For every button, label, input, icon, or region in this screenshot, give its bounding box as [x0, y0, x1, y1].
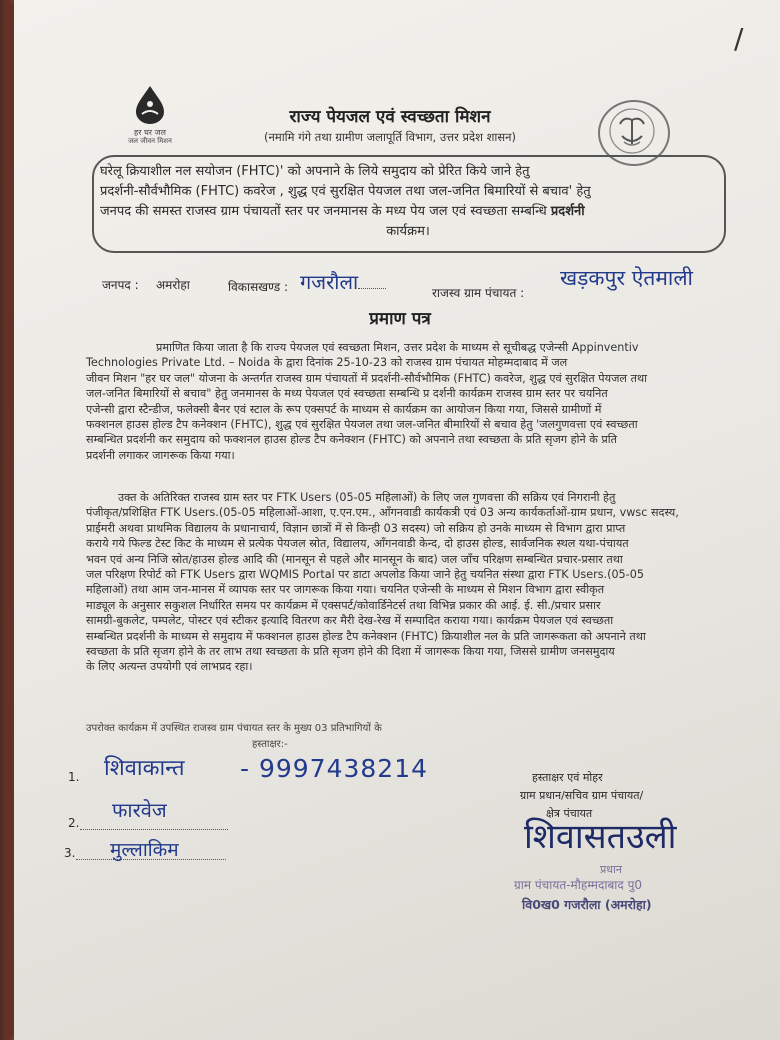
participant-3-number: 3. — [64, 846, 76, 860]
mission-subtitle: (नमामि गंगे तथा ग्रामीण जलापूर्ति विभाग, उत्तर प्रदेश शासन) — [263, 130, 517, 144]
para1-line: फक्शनल हाउस होल्ड टैप कनेक्शन (FHTC), शुद्ध एवं सुरक्षित पेयजल तथा जल-जनित बीमारियों से बचाव हेतु 'जलगुणवत्ता एवं स्वच्छता — [86, 418, 638, 432]
participants-note-line1: उपरोक्त कार्यक्रम में उपस्थित राजस्व ग्राम पंचायत स्तर के मुख्य 03 प्रतिभागियों के — [86, 723, 382, 734]
para1-line: सम्बन्धित प्रदर्शनी कर समुदाय को फक्शनल हाउस होल्ड टैप कनेक्शन (FHTC) को अपनाने तथा स्वच्छता के प्रति सृजग होने के प्रति — [86, 433, 618, 447]
para2-line: जल परिक्षण रिपोर्ट को FTK Users द्वारा WQMIS Portal पर डाटा अपलोड किया जाने हेतु चयनित संस्था द्वारा FTK Users.(05-05 — [86, 568, 644, 582]
block-value-text: गजरौला — [300, 270, 359, 294]
participant-1-phone: - 9997438214 — [240, 754, 429, 783]
district-label: जनपद : — [102, 278, 139, 292]
para2-line: भवन एवं अन्य निजि स्रोत/हाउस होल्ड आदि की (मानसून से पहले और मानसून के बाद) जल जाँच परिक्षण सम्बन्धित प्रचार-प्रसार तथा — [86, 552, 623, 566]
program-line-1: घरेलू क्रियाशील नल सयोजन (FHTC)' को अपनाने के लिये समुदाय को प्रेरित किये जाने हेतु — [100, 164, 530, 179]
authority-line2: ग्राम प्रधान/सचिव ग्राम पंचायत/ — [520, 789, 644, 802]
panchayat-value: खड़कपुर ऐतमाली — [560, 266, 693, 290]
pradhan-signature: शिवासतउली — [524, 817, 677, 857]
participant-2-line — [80, 829, 228, 830]
para2-line: पंजीकृत/प्रशिक्षित FTK Users.(05-05 महिलाओं-आशा, ए.एन.एम., आँगनवाडी कार्यकत्री एवं 03 अन्य कार्यकर्ताओं-ग्राम प्रधान, vwsc सदस्य, — [86, 506, 679, 520]
stamp-line3: वि0ख0 गजरौला (अमरोहा) — [522, 897, 652, 912]
authority-line1: हस्ताक्षर एवं मोहर — [532, 771, 603, 784]
certificate-paragraph-2 — [86, 490, 752, 675]
participant-3-signature: मुल्लाकिम — [110, 839, 179, 861]
program-description — [100, 162, 716, 242]
corner-mark: / — [734, 22, 744, 55]
mission-title: राज्य पेयजल एवं स्वच्छता मिशन — [289, 107, 491, 127]
para1-line: Technologies Private Ltd. – Noida के द्वारा दिनांक 25-10-23 को राजस्व ग्राम पंचायत मोहम्मदाबाद में जल — [86, 356, 568, 370]
district-value: अमरोहा — [156, 278, 190, 292]
para1-line: जल-जनित बिमारियों से बचाव" हेतु जनमानस के मध्य पेयजल एवं स्वच्छता सम्बन्धि प्र दर्शनी कार्यक्रम राजस्व ग्राम स्तर पर चयनित — [86, 387, 608, 401]
stamp-line2: ग्राम पंचायत-मौहम्मदाबाद पु0 — [514, 878, 643, 892]
program-line-3 — [100, 202, 716, 222]
participant-2-number: 2. — [68, 816, 80, 830]
para1-line: जीवन मिशन "हर घर जल" योजना के अन्तर्गत राजस्व ग्राम पंचायतों में प्रदर्शनी-सौर्वभौमिक (FHTC) कवरेज, शुद्ध एवं सुरक्षित पेयजल तथा — [86, 371, 647, 385]
program-line-2: प्रदर्शनी-सौर्वभौमिक (FHTC) कवरेज , शुद्ध एवं सुरक्षित पेयजल तथा जल-जनित बिमारियों से बचाव' हेतु — [100, 184, 591, 199]
para2-line: प्राईमरी अथवा प्राथमिक विद्यालय के प्रधानाचार्य, विज्ञान छात्रों में से किन्ही 03 सदस्य) जो सक्रिय हो उनके माध्यम से विभाग द्वारा प्राप्त — [86, 521, 626, 535]
program-line-4: कार्यक्रम। — [386, 224, 430, 239]
program-line-3-text: जनपद की समस्त राजस्व ग्राम पंचायतों स्तर पर जनमानस के मध्य पेय जल एवं स्वच्छता सम्बन्धि — [100, 204, 547, 219]
para2-line: माड्यूल के अनुसार सकुशल निर्धारित समय पर कार्यक्रम में एक्सपर्ट/कोवार्डिनेटर्स तथा विभिन्न प्रकार की आई. ई. सी./प्रचार प्रसार — [86, 598, 601, 612]
participant-1-signature: शिवाकान्त — [104, 756, 185, 781]
participant-2-signature: फारवेज — [112, 798, 167, 822]
para2-line: सम्बन्धित प्रदर्शनी के माध्यम से समुदाय में फक्शनल हाउस होल्ड टैप कनेक्शन (FHTC) क्रियाशील नल के प्रति जागरूकता को अपनाने तथा — [86, 629, 646, 643]
emblem-icon — [606, 106, 658, 160]
authority-line3: क्षेत्र पंचायत — [546, 807, 593, 820]
block-label: विकासखण्ड : — [228, 280, 289, 294]
certificate-title: प्रमाण पत्र — [369, 309, 431, 329]
para1-line: प्रमाणित किया जाता है कि राज्य पेयजल एवं स्वच्छता मिशन, उत्तर प्रदेश के माध्यम से सूचीबद्ध एजेन्सी Appinventiv — [156, 341, 639, 354]
stamp-line1: प्रधान — [600, 863, 622, 876]
logo-text-line2: जल जीवन मिशन — [128, 137, 172, 145]
para2-line: महिलाओं) तथा आम जन-मानस में व्यापक स्तर पर जागरूक किया गया। चयनित एजेन्सी के माध्यम से मिशन विभाग द्वारा स्वीकृत — [86, 583, 605, 597]
logo-text-line1: हर घर जल — [134, 128, 166, 137]
para2-line: उक्त के अतिरिक्त राजस्व ग्राम स्तर पर FTK Users (05-05 महिलाओं) के लिए जल गुणवत्ता की सक्रिय एवं निगरानी हेतु — [118, 491, 616, 504]
block-value — [300, 268, 424, 295]
program-line-3-bold: प्रदर्शनी — [550, 204, 585, 219]
participant-1-number: 1. — [68, 770, 80, 784]
participants-note-line2: हस्ताक्षर:- — [252, 739, 288, 750]
para1-line: प्रदर्शनी लगाकर जागरूक किया गया। — [86, 448, 235, 462]
certificate-paragraph-1 — [86, 340, 752, 463]
panchayat-label: राजस्व ग्राम पंचायत : — [432, 286, 525, 300]
para2-line: स्वच्छता के प्रति सृजग होने के तर लाभ तथा स्वच्छता के प्रति सृजग होने की दिशा में जागरूक किया गया, जिससे ग्रामीण जनसमुदाय — [86, 645, 615, 659]
para2-line: के लिए अत्यन्त उपयोगी एवं लाभप्रद रहा। — [86, 660, 253, 674]
para1-line: एजेन्सी द्वारा स्टैन्डीज, फलेक्सी बैनर एवं स्टाल के रूप एक्सपर्ट के माध्यम से कार्यक्रम का आयोजन किया गया, जिससे ग्रामीणों में — [86, 402, 602, 416]
para2-line: सामग्री-बुकलेट, पम्पलेट, पोस्टर एवं स्टीकर इत्यादि वितरण कर मैरी देख-रेख में सम्पादित कराया गया। कार्यक्रम पेयजल एवं स्वच्छता — [86, 614, 614, 628]
para2-line: कराये गये फिल्ड टेस्ट किट के माध्यम से प्रत्येक पेयजल स्रोत, विद्यालय, आँगनवाडी केन्द, दो हाउस होल्ड, सार्वजनिक स्थल यथा-पंचायत — [86, 537, 629, 551]
